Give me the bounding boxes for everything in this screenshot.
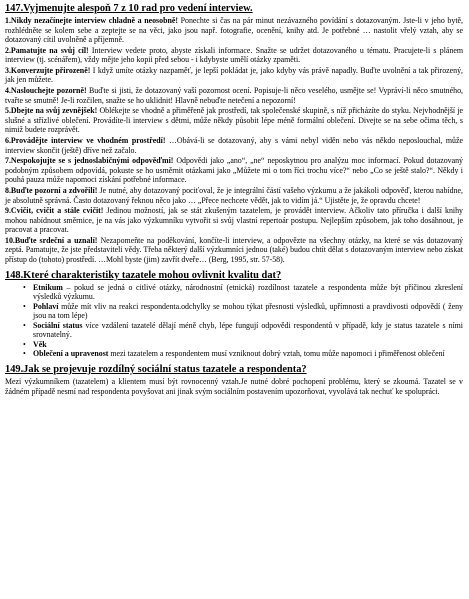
item-text: Ponechte si čas na pár minut nezávazného povídání s dotazovaným. Jste-li v jeho bytě, rozhlédněte se kolem sebe a zeptejte se na věci, jako jsou např. fotografie, ocenění, knihy atd. Je potřebné … nastolit vřelý vztah, aby se dotazovaný cítil uvolněně a příjemně.: [5, 16, 463, 45]
advice-item: [5, 236, 463, 265]
item-lead: Nikdy nezačínejte interview chladně a neosobně!: [10, 16, 178, 25]
bullet-text: více vzdálení tazatelé dělají méně chyb, lépe fungují odpovědi respondentů v případě, kdy je status tazatele s ními srovnatelný.: [33, 320, 463, 340]
item-number: 10.: [5, 235, 15, 245]
item-number: 3.: [5, 65, 11, 75]
bullet-marker: •: [23, 301, 26, 311]
bullet-lead: Věk: [33, 339, 47, 349]
item-lead: Pamatujte na svůj cíl!: [10, 45, 89, 55]
item-number: 2.: [5, 45, 11, 55]
item-text: Oblékejte se vhodně a přiměřeně jak prostředí, tak společenské skupině, s níž přicházíte do styku. Nejvhodnější je slušné a střízlivé oblečení. Provádíte-li interview s dětmi, může někdy působit lépe méně formální oblečení. Divejte se na sebe očima těch, s nimiž budete rozprávět.: [5, 106, 463, 135]
section-147-heading: 147.Vyjmenujte alespoň 7 z 10 rad pro vedení interview.: [5, 3, 253, 14]
bullet-text: – pokud se jedná o citlivé otázky, národnostní (etnická) rozdílnost tazatele a respondenta může být příčinou zkreslení výsledků výzkumu.: [33, 282, 463, 302]
advice-item: [5, 16, 463, 45]
bullet-item: [5, 302, 463, 321]
item-number: 1.: [5, 16, 11, 25]
advice-item: [5, 156, 463, 185]
section-149-text: Mezi výzkumníkem (tazatelem) a klientem musí být rovnocenný vztah.Je nutné dobré pochopení problému, který se zkoumá. Tazatel se v žádném případě nesmí nad respondenta povyšovat ani jinak svým sociálním postavením upozorňovat, vyvolává tak nechuť ke spolupráci.: [5, 376, 463, 396]
bullet-marker: •: [23, 349, 26, 359]
item-lead: Naslouchejte pozorně!: [10, 86, 87, 96]
bullet-text: může mít vliv na reakci respondenta.odchylky se mohou týkat přesnosti výsledků, upřímnosti a pravdivosti odpovědí ( ženy jsou na tom lépe): [33, 301, 463, 321]
advice-item: [5, 136, 463, 155]
bullet-marker: •: [23, 339, 26, 349]
advice-item: [5, 46, 463, 65]
advice-item: [5, 106, 463, 135]
item-number: 9.: [5, 206, 11, 216]
item-lead: Buďte pozorní a zdvořilí!: [10, 185, 98, 195]
item-text: Nezapomeňte na poděkování, končíte-li interview, a odpovězte na všechny otázky, na které se vás dotazovaný zeptá. Pamatujte, že jste představiteli vědy. Třeba některý další výzkumníci jednou (také) budou chtít dělat s dotazovaným interview nebo získat přístup do (tohoto) prostředí. …Mohl byste (jim) zavřít dveře… (Berg, 1995, str. 57-58).: [5, 235, 463, 264]
bullet-item: [5, 321, 463, 340]
item-lead: Konverzujte přirozeně!: [10, 65, 91, 75]
item-number: 4.: [5, 86, 11, 96]
bullet-lead: Etnikum: [33, 282, 63, 292]
bullet-marker: •: [23, 282, 26, 292]
advice-item: [5, 206, 463, 235]
item-lead: Dbejte na svůj zevnějšek!: [10, 106, 98, 116]
item-number: 5.: [5, 106, 11, 116]
item-number: 7.: [5, 156, 11, 166]
section-148-heading: 148.Které charakteristiky tazatele mohou ovlivnit kvalitu dat?: [5, 269, 282, 281]
item-lead: Cvičit, cvičit a stále cvičit!: [10, 206, 104, 216]
section-148-list: [5, 283, 463, 359]
bullet-lead: Sociální status: [33, 320, 83, 330]
item-number: 6.: [5, 136, 11, 146]
item-number: 8.: [5, 185, 11, 195]
item-text: …Obává-li se dotazovaný, aby s vámi nebyl viděn nebo vás někdo neposlouchal, může interview skončit (ještě) dříve než začalo.: [5, 136, 463, 155]
item-text: Interview vedete proto, abyste získali informace. Snažte se udržet dotazovaného u tématu. Pracujete-li s plánem interview (tj. scénářem), vždy mějte jeho kopii před sebou - i kdybyste umělí otázky zpaměti.: [5, 45, 463, 65]
advice-item: [5, 66, 463, 85]
bullet-text: mezi tazatelem a respondentem musí vzniknout dobrý vztah, tomu může napomoci i přiměřenost oblečení: [108, 349, 445, 359]
item-text: Odpovědi jako „ano“, „ne“ neposkytnou pro analýzu moc informací. Pokud dotazovaný podobným způsobem odpovídá, pokuste se ho usměrnit otázkami jako „Můžete mi o tom říci trochu více?“ nebo „Co se ještě stalo?“. Někdy i pouhá pauza může napomoci získání potřebné informace.: [5, 156, 463, 185]
item-lead: Provádějte interview ve vhodném prostředí!: [10, 136, 166, 146]
item-text: Buďte si jisti, že dotazovaný vaší pozornost ocení. Popisuje-li něco veselého, usmějte se! Vypráví-li něco smutného, tvařte se smutně! Je-li rozčilen, snažte se ho uklidnit! Hlavně nebuďte netečení a nepozorní!: [5, 86, 463, 105]
section-149-heading: 149.Jak se projevuje rozdílný sociální status tazatele a respondenta?: [5, 363, 307, 375]
advice-item: [5, 186, 463, 205]
item-text: Jedinou možností, jak se stát zkušeným tazatelem, je provádět interview. Ačkoliv tato příručka i další knihy mohou nabídnout směrnice, je na vás jako výzkumníku vytvořit si svůj vlastní repertoár postupu. Nejlepším způsobem, jak toho dosáhnout, je pracovat a pracovat.: [5, 206, 464, 235]
bullet-item: [5, 349, 463, 359]
bullet-item: [5, 283, 463, 302]
item-lead: Buďte srdeční a uznalí!: [14, 235, 98, 245]
section-147-list: [5, 16, 463, 265]
bullet-item: [5, 340, 463, 350]
advice-item: [5, 86, 463, 105]
bullet-lead: Oblečení a upravenost: [33, 349, 109, 359]
item-text: I když umíte otázky nazpaměť, je lepší pokládat je, jako kdyby vás právě napadly. Buďte uvolnění a tak přirozený, jak jen můžete.: [5, 65, 464, 85]
item-lead: Nespokojujte se s jednoslabičnými odpověďmi!: [10, 156, 174, 166]
bullet-marker: •: [23, 320, 26, 330]
bullet-lead: Pohlaví: [33, 301, 59, 311]
item-text: Je nutné, aby dotazovaný pociťoval, že je integrální částí vašeho výzkumu a že jakákoli odpověď, kterou nabídne, je absolutně správná. Často dotazovaný řeknou něco jako … „Přece nechcete vědět, jak to vidím já.“ Ujistěte je, že opravdu chcete!: [5, 185, 463, 205]
